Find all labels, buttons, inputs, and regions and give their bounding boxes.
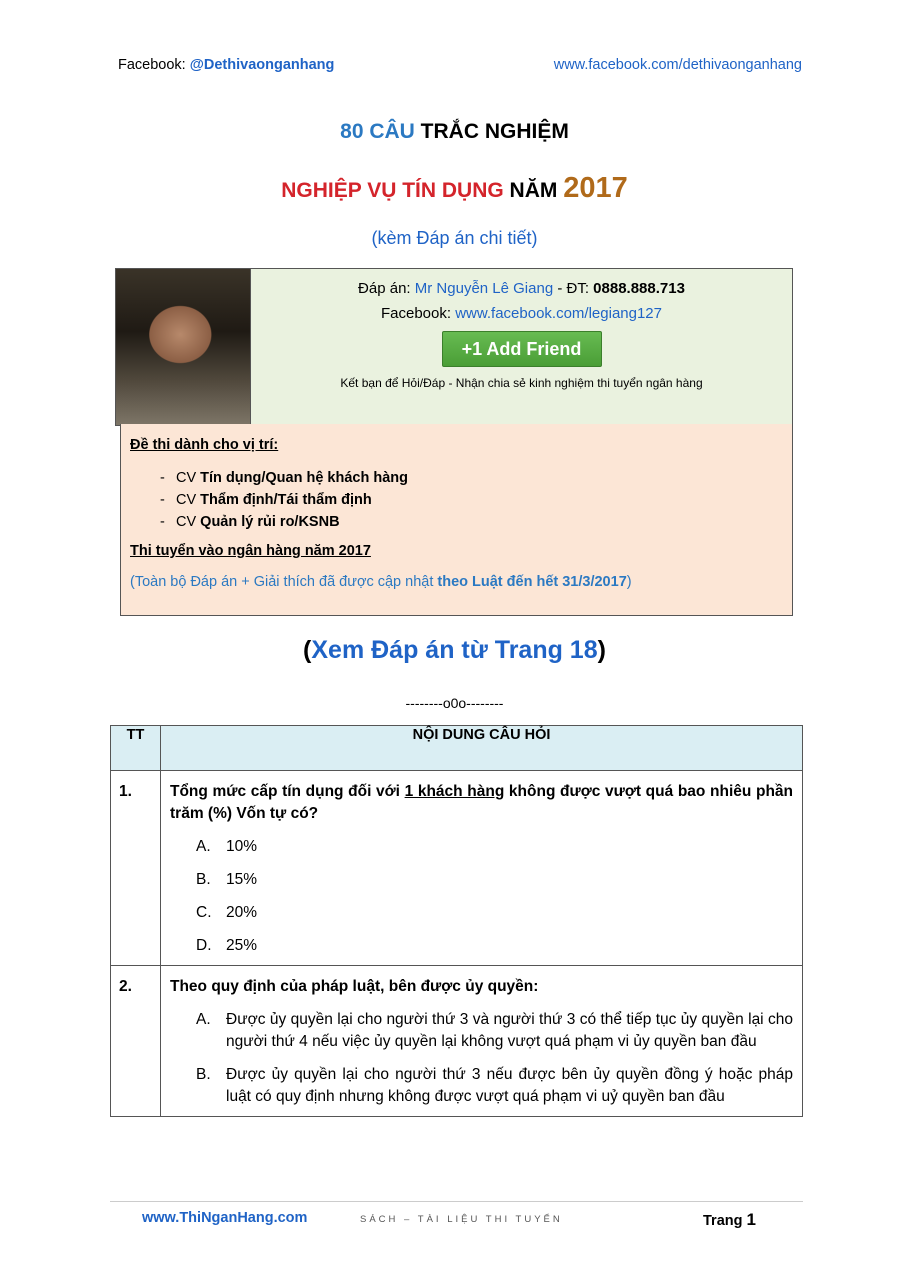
question-text	[170, 781, 793, 825]
update-note	[130, 574, 632, 590]
item-prefix: CV	[176, 492, 201, 508]
table-header	[111, 726, 803, 771]
question-text: Theo quy định của pháp luật, bên được ủy quyền:	[170, 978, 539, 995]
phone-prefix: - ĐT:	[553, 280, 594, 297]
option-label: D.	[196, 937, 212, 954]
answer-option	[196, 1009, 793, 1053]
option-text: 15%	[226, 871, 258, 888]
author-facebook-prefix: Facebook:	[380, 305, 456, 322]
title-type: TRẮC NGHIỆM	[414, 120, 569, 143]
footer-site-link[interactable]: www.ThiNganHang.com	[142, 1210, 308, 1226]
note-text: (Toàn bộ Đáp án + Giải thích đã được cập nhật	[130, 574, 438, 590]
note-bold: theo Luật đến hết 31/3/2017	[437, 574, 627, 590]
author-prefix: Đáp án:	[358, 280, 415, 297]
questions-table	[110, 725, 803, 1117]
question-body	[161, 966, 803, 1117]
question-number: 1.	[111, 771, 161, 966]
facebook-url-link[interactable]: www.facebook.com/dethivaonganhang	[553, 57, 802, 73]
title-line-2	[0, 172, 909, 205]
paren-close: )	[597, 636, 606, 664]
question-text-underlined: 1 khách hàng	[404, 783, 505, 800]
facebook-label	[118, 57, 334, 73]
item-role: Tín dụng/Quan hệ khách hàng	[200, 470, 409, 486]
exam-year-heading: Thi tuyển vào ngân hàng năm 2017	[130, 543, 371, 559]
author-photo	[116, 269, 251, 425]
answer-option	[196, 935, 793, 957]
separator: --------o0o--------	[405, 695, 504, 711]
add-friend-button[interactable]: +1 Add Friend	[442, 331, 602, 367]
author-info-box	[115, 268, 793, 426]
title-subject: NGHIỆP VỤ TÍN DỤNG	[281, 179, 504, 202]
list-item: - CV Thẩm định/Tái thẩm định	[160, 492, 372, 508]
author-facebook-link[interactable]: www.facebook.com/legiang127	[455, 305, 662, 322]
title-line-3: (kèm Đáp án chi tiết)	[371, 228, 538, 248]
target-list	[130, 467, 408, 533]
option-text: Được ủy quyền lại cho người thứ 3 nếu được bên ủy quyền đồng ý hoặc pháp luật có quy định nhưng không được vượt quá phạm vi uỷ quyền ban đầu	[226, 1066, 793, 1105]
list-item: - CV Quản lý rủi ro/KSNB	[160, 514, 340, 530]
item-prefix: CV	[176, 514, 201, 530]
option-text: 25%	[226, 937, 258, 954]
col-content-header: NỘI DUNG CÂU HỎI	[161, 726, 803, 771]
question-text-part: Tổng mức cấp tín dụng đối với	[170, 783, 405, 800]
item-role: Quản lý rủi ro/KSNB	[200, 514, 340, 530]
page-number	[703, 1210, 756, 1230]
option-label: A.	[196, 1011, 211, 1028]
add-friend-note: Kết bạn để Hỏi/Đáp - Nhận chia sẻ kinh nghiệm thi tuyển ngân hàng	[340, 376, 703, 390]
option-label: A.	[196, 838, 211, 855]
target-positions-box	[120, 424, 793, 616]
table-row	[111, 966, 803, 1117]
target-heading: Đề thi dành cho vị trí:	[130, 437, 279, 453]
title-count: 80 CÂU	[340, 120, 415, 143]
option-label: C.	[196, 904, 212, 921]
author-name: Mr Nguyễn Lê Giang	[414, 280, 554, 297]
answer-option	[196, 902, 793, 924]
answer-option	[196, 1064, 793, 1108]
option-text: Được ủy quyền lại cho người thứ 3 và người thứ 3 có thể tiếp tục ủy quyền lại cho người thứ 4 nếu việc ủy quyền lại không vượt quá phạm vi ủy quyền ban đầu	[226, 1011, 793, 1050]
col-tt-header: TT	[111, 726, 161, 771]
question-body	[161, 771, 803, 966]
title-line-1	[0, 120, 909, 144]
phone-number: 0888.888.713	[593, 280, 685, 297]
note-close: )	[626, 574, 632, 590]
title-year: 2017	[563, 172, 628, 204]
option-text: 10%	[226, 838, 258, 855]
paren-open: (	[303, 636, 312, 664]
table-row	[111, 771, 803, 966]
item-role: Thẩm định/Tái thẩm định	[200, 492, 372, 508]
question-number: 2.	[111, 966, 161, 1117]
option-text: 20%	[226, 904, 258, 921]
facebook-prefix: Facebook:	[118, 57, 190, 73]
author-line	[251, 280, 792, 297]
page-num: 1	[746, 1210, 756, 1229]
title-year-word: NĂM	[503, 179, 564, 202]
footer-tagline: SÁCH – TÀI LIỆU THI TUYỂN	[360, 1214, 563, 1225]
question-text-part: không được vượt quá bao nhiêu phần trăm (%) Vốn tự có?	[170, 783, 793, 822]
answer-page-note	[0, 636, 909, 665]
answer-page-text: Xem Đáp án từ Trang 18	[311, 636, 598, 664]
answer-option	[196, 836, 793, 858]
page-label: Trang	[703, 1213, 743, 1229]
facebook-handle[interactable]: @Dethivaonganhang	[189, 57, 335, 73]
option-label: B.	[196, 871, 211, 888]
item-prefix: CV	[176, 470, 201, 486]
option-label: B.	[196, 1066, 211, 1083]
page-footer	[110, 1201, 803, 1229]
list-item: - CV Tín dụng/Quan hệ khách hàng	[160, 470, 409, 486]
author-info	[251, 269, 792, 390]
author-facebook-line	[251, 305, 792, 322]
answer-option	[196, 869, 793, 891]
